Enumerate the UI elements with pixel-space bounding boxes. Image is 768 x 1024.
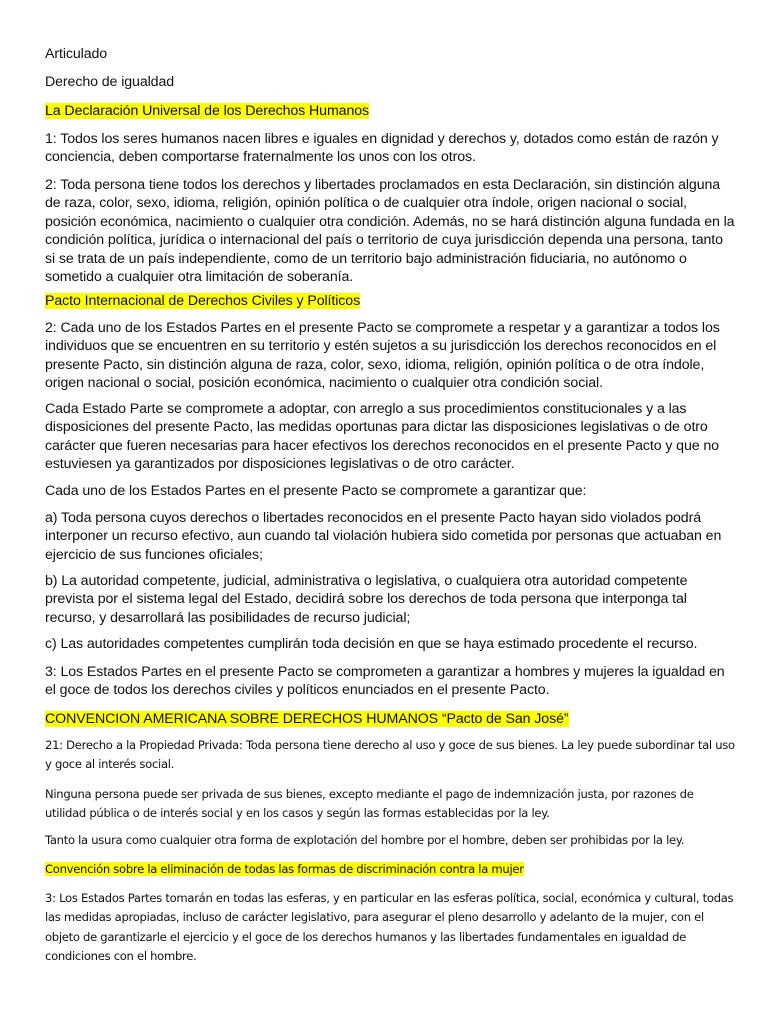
cedaw-article-3: 3: Los Estados Partes tomarán en todas las esferas, y en particular en las esferas política, social, económica y cultural, todas las medidas apropiadas, incluso de carácter legislativo, para asegurar el pleno desarrollo y adelanto de la mujer, con el objeto de garantizarle el ejercicio y el goce de los derechos humanos y las libertades fundamentales en igualdad de condiciones con el hombre.: [45, 891, 734, 963]
udhr-heading-text: La Declaración Universal de los Derechos Humanos: [45, 103, 370, 119]
cadh-article-21: 21: Derecho a la Propiedad Privada: Toda persona tiene derecho al uso y goce de sus bienes. La ley puede subordinar tal uso y goce al interés social.: [45, 738, 735, 772]
cedaw-heading: [45, 860, 735, 879]
iccpr-article-2: 2: Cada uno de los Estados Partes en el presente Pacto se compromete a respetar y a garantizar a todos los individuos que se encuentren en su territorio y estén sujetos a su jurisdicción los derechos reconocidos en el presente Pacto, sin distinción alguna de raza, color, sexo, idioma, religión, opinión política o de otra índole, origen nacional o social, posición económica, nacimiento o cualquier otra condición social.: [45, 320, 720, 392]
cadh-paragraph-2: Ninguna persona puede ser privada de sus bienes, excepto mediante el pago de indemnización justa, por razones de utilidad pública o de interés social y en los casos y según las formas establecidas por la ley.: [45, 787, 694, 821]
udhr-article-2: 2: Toda persona tiene todos los derechos y libertades proclamados en esta Declaración, sin distinción alguna de raza, color, sexo, idioma, religión, opinión política o de cualquier otra índole, origen nacional o social, posición económica, nacimiento o cualquier otra condición. Además, no se hará distinción alguna fundada en la condición política, jurídica o internacional del país o territorio de cuya jurisdicción dependa una persona, tanto si se trata de un país independiente, como de un territorio bajo administración fiduciaria, no autónomo o sometido a cualquier otra limitación de soberanía.: [45, 177, 735, 286]
cadh-heading-text: CONVENCION AMERICANA SOBRE DERECHOS HUMANOS “Pacto de San José”: [45, 711, 569, 727]
cadh-paragraph-3: Tanto la usura como cualquier otra forma de explotación del hombre por el hombre, deben ser prohibidas por la ley.: [45, 833, 685, 847]
doc-title: Articulado: [45, 46, 108, 62]
iccpr-paragraph-2: Cada Estado Parte se compromete a adoptar, con arreglo a sus procedimientos constitucionales y a las disposiciones del presente Pacto, las medidas oportunas para dictar las disposiciones legislativas o de otro carácter que fueren necesarias para hacer efectivos los derechos reconocidos en el presente Pacto y que no estuviesen ya garantizados por disposiciones legislativas o de otro carácter.: [45, 401, 719, 473]
iccpr-paragraph-3: Cada uno de los Estados Partes en el presente Pacto se compromete a garantizar que:: [45, 483, 587, 499]
iccpr-item-a: a) Toda persona cuyos derechos o libertades reconocidos en el presente Pacto hayan sido violados podrá interponer un recurso efectivo, aun cuando tal violación hubiera sido cometida por personas que actuaban en ejercicio de sus funciones oficiales;: [45, 510, 722, 563]
iccpr-heading: [45, 292, 735, 310]
doc-subtitle: Derecho de igualdad: [45, 74, 175, 90]
iccpr-article-3: 3: Los Estados Partes en el presente Pacto se comprometen a garantizar a hombres y mujeres la igualdad en el goce de todos los derechos civiles y políticos enunciados en el presente Pacto.: [45, 664, 725, 699]
iccpr-heading-text: Pacto Internacional de Derechos Civiles y Políticos: [45, 293, 361, 309]
cadh-heading: [45, 710, 735, 728]
udhr-heading: [45, 102, 735, 120]
iccpr-item-b: b) La autoridad competente, judicial, administrativa o legislativa, o cualquiera otra autoridad competente prevista por el sistema legal del Estado, decidirá sobre los derechos de toda persona que interponga tal recurso, y desarrollará las posibilidades de recurso judicial;: [45, 573, 688, 626]
cedaw-heading-text: Convención sobre la eliminación de todas las formas de discriminación contra la mujer: [45, 862, 524, 876]
udhr-article-1: 1: Todos los seres humanos nacen libres e iguales en dignidad y derechos y, dotados como están de razón y conciencia, deben comportarse fraternalmente los unos con los otros.: [45, 131, 719, 166]
iccpr-item-c: c) Las autoridades competentes cumplirán toda decisión en que se haya estimado procedente el recurso.: [45, 636, 698, 652]
